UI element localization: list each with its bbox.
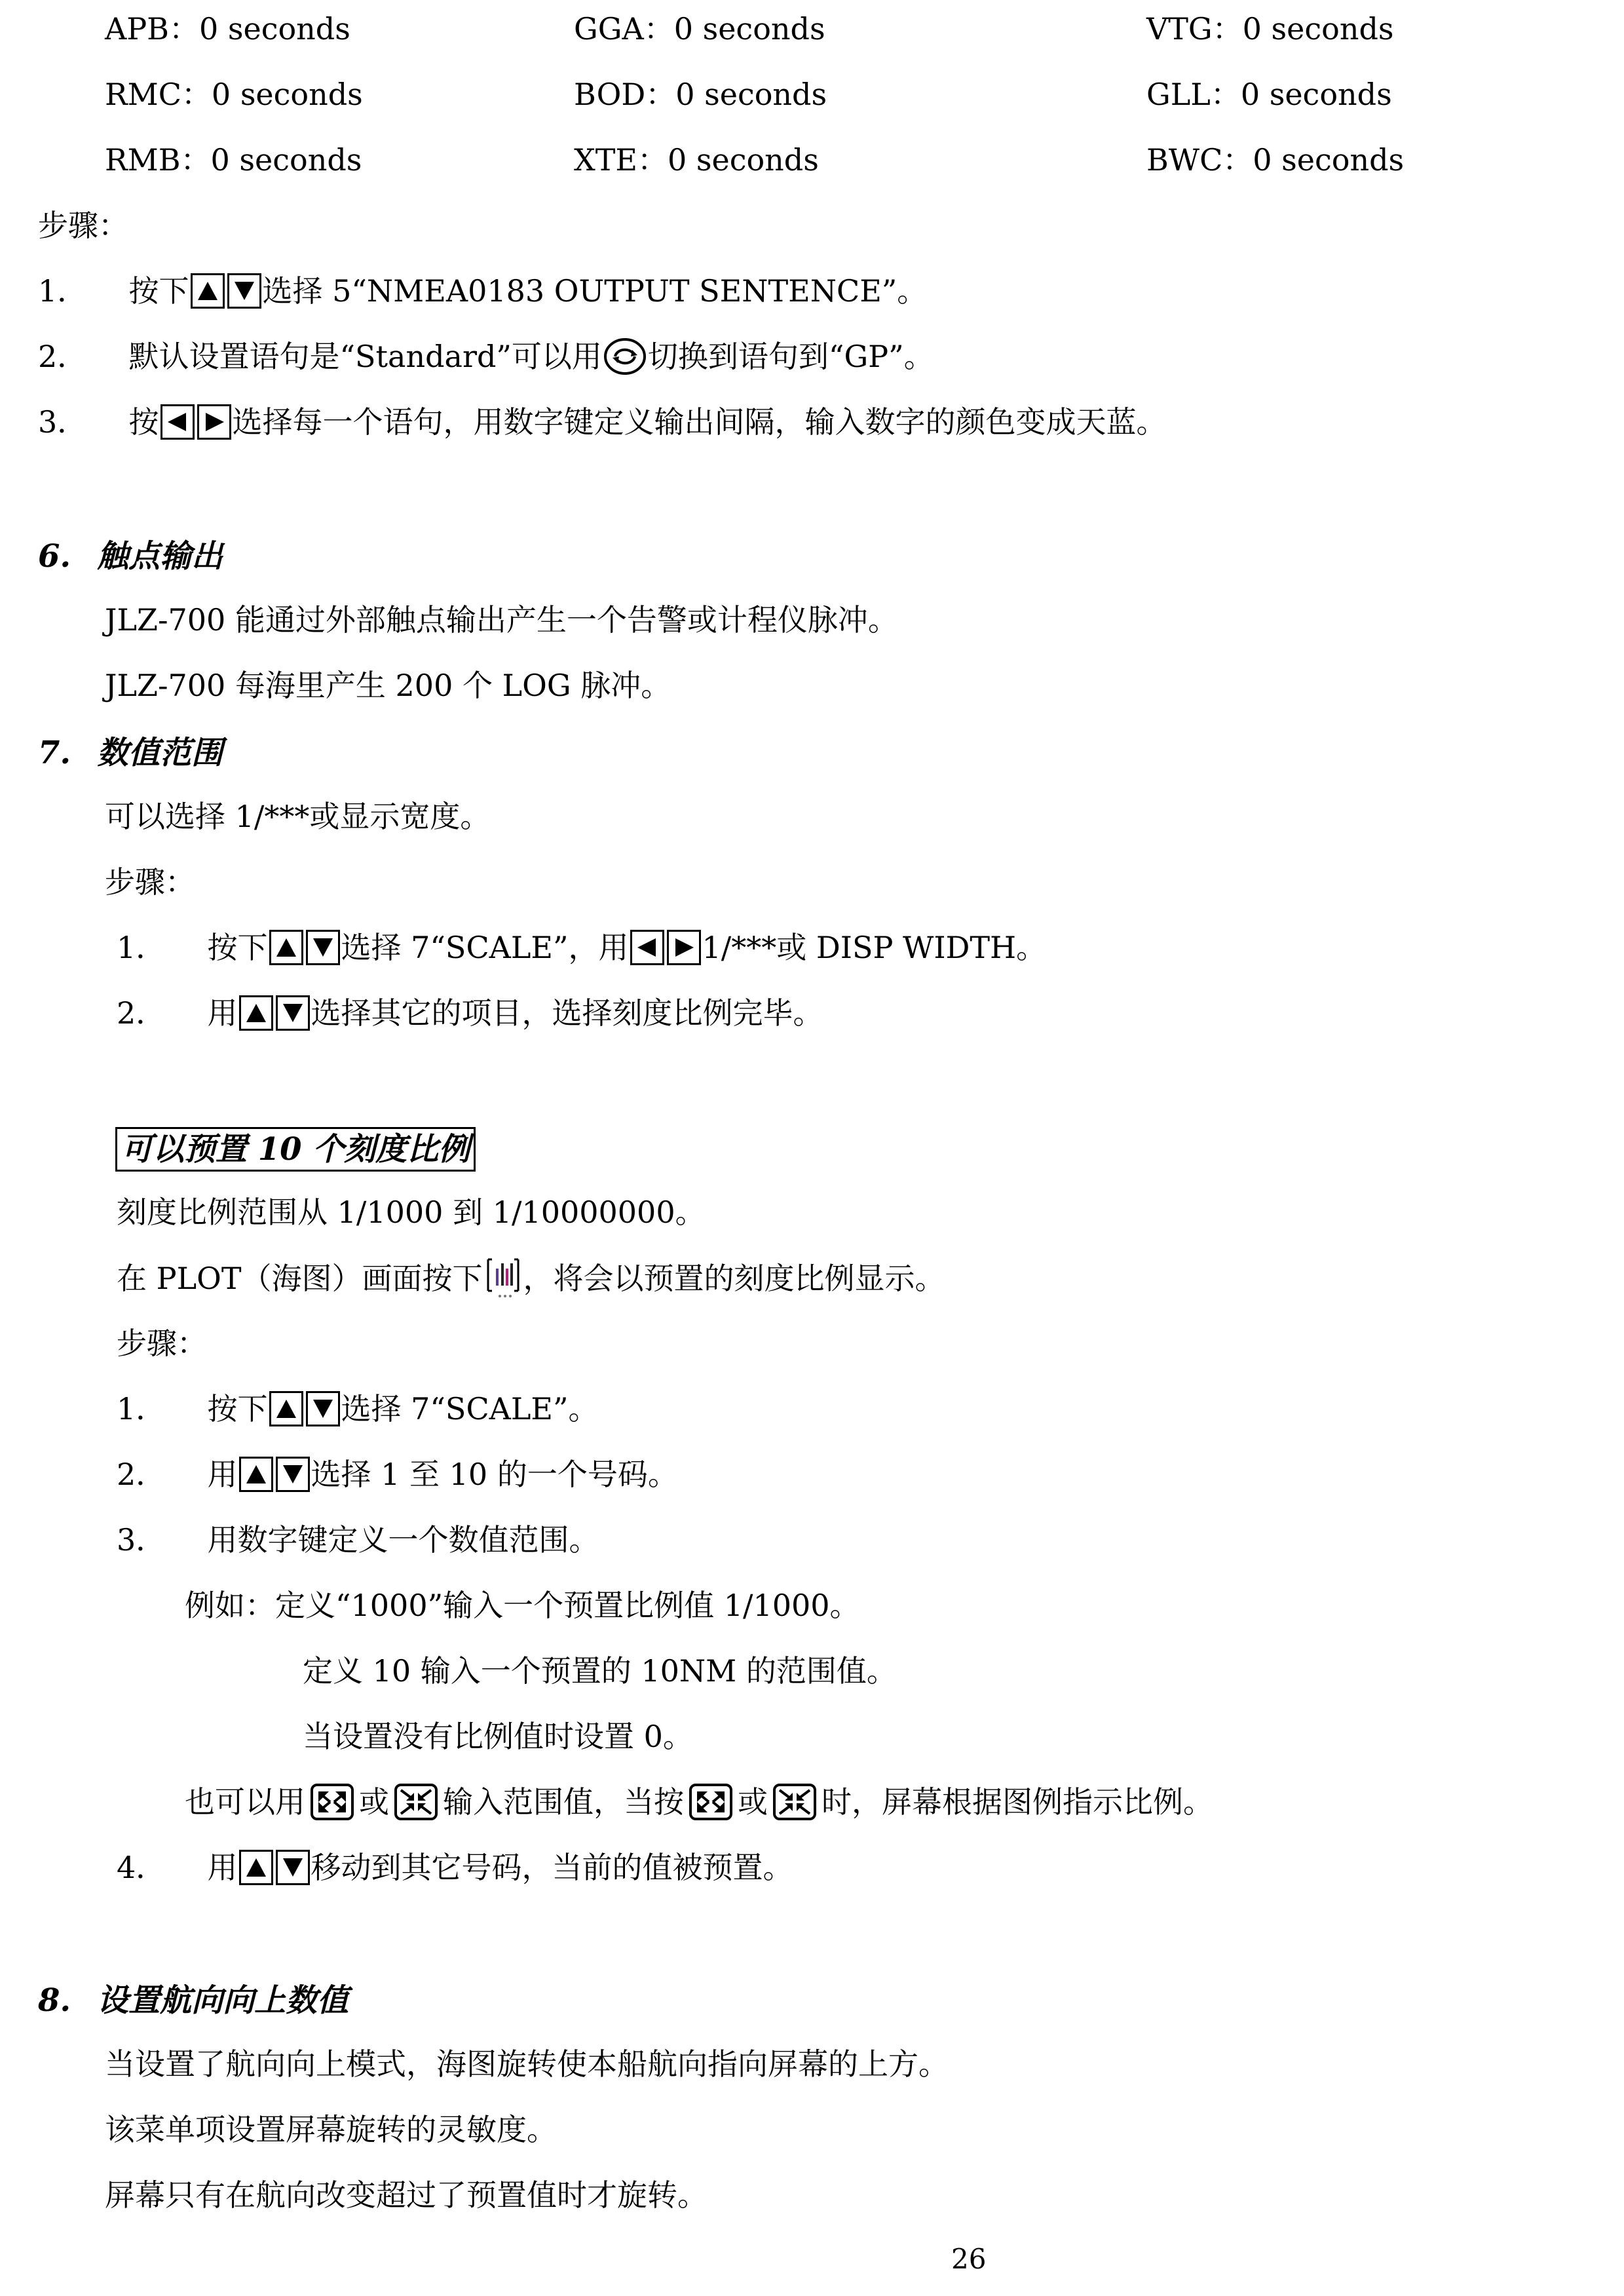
preset-para-2: 在 PLOT（海图）画面按下 ，将会以预置的刻度比例显示。: [117, 1258, 945, 1304]
sentence-bod: BOD：0 seconds: [574, 77, 827, 112]
up-key-icon: [239, 995, 273, 1031]
rotate-key-icon: [603, 337, 647, 376]
preset-para-1: 刻度比例范围从 1/1000 到 1/10000000。: [117, 1195, 706, 1230]
sentence-rmb: RMB：0 seconds: [105, 142, 362, 178]
preset-step-2: 2． 用 选择 1 至 10 的一个号码。: [117, 1457, 678, 1492]
sentence-rmc: RMC：0 seconds: [105, 77, 363, 112]
left-key-icon: [630, 930, 664, 965]
section-6-para-2: JLZ-700 每海里产生 200 个 LOG 脉冲。: [105, 668, 671, 703]
section-8-para-1: 当设置了航向向上模式，海图旋转使本船航向指向屏幕的上方。: [105, 2046, 949, 2082]
down-key-icon: [306, 930, 340, 965]
section-8-heading: 8. 设置航向向上数值: [38, 1982, 349, 2019]
sentence-gga: GGA：0 seconds: [574, 11, 825, 47]
section-7-heading: 7. 数值范围: [38, 735, 223, 771]
zoom-in-key-icon: [688, 1782, 734, 1822]
step-number: 2．: [38, 339, 88, 374]
preset-step-3: 3． 用数字键定义一个数值范围。: [117, 1522, 599, 1558]
up-key-icon: [269, 930, 303, 965]
preset-key-icon: [485, 1254, 521, 1300]
down-key-icon: [276, 995, 310, 1031]
page-number: 26: [951, 2243, 987, 2275]
section-8-para-2: 该菜单项设置屏幕旋转的灵敏度。: [105, 2112, 557, 2147]
step-number: 1．: [38, 273, 88, 309]
up-key-icon: [239, 1457, 273, 1492]
nmea-step-2: 2． 默认设置语句是“Standard”可以用 切换到语句到“GP”。: [38, 337, 934, 379]
section-7-step-1: 1． 按下 选择 7“SCALE”，用 1/***或 DISP WIDTH。: [117, 930, 1047, 965]
nmea-step-1: 1． 按下 选择 5“NMEA0183 OUTPUT SENTENCE”。: [38, 273, 928, 309]
section-6-para-1: JLZ-700 能通过外部触点输出产生一个告警或计程仪脉冲。: [105, 602, 898, 638]
down-key-icon: [227, 273, 261, 309]
right-key-icon: [197, 404, 231, 440]
up-key-icon: [239, 1850, 273, 1885]
sentence-vtg: VTG：0 seconds: [1146, 11, 1394, 47]
down-key-icon: [306, 1391, 340, 1426]
preset-scale-heading: 可以预置 10 个刻度比例: [115, 1127, 476, 1172]
up-key-icon: [269, 1391, 303, 1426]
section-6-heading: 6. 触点输出: [38, 538, 223, 575]
sentence-gll: GLL：0 seconds: [1146, 77, 1392, 112]
section-7-step-2: 2． 用 选择其它的项目，选择刻度比例完毕。: [117, 995, 823, 1031]
preset-step-4: 4． 用 移动到其它号码，当前的值被预置。: [117, 1850, 793, 1885]
sentence-xte: XTE：0 seconds: [574, 142, 819, 178]
down-key-icon: [276, 1850, 310, 1885]
nmea-step-3: 3． 按 选择每一个语句，用数字键定义输出间隔，输入数字的颜色变成天蓝。: [38, 404, 1167, 440]
preset-example-3: 当设置没有比例值时设置 0。: [303, 1719, 693, 1754]
steps-title: 步骤：: [38, 208, 128, 243]
left-key-icon: [161, 404, 195, 440]
preset-steps-title: 步骤：: [117, 1326, 207, 1361]
section-8-para-3: 屏幕只有在航向改变超过了预置值时才旋转。: [105, 2177, 708, 2213]
section-7-steps-title: 步骤：: [105, 864, 195, 900]
up-key-icon: [191, 273, 225, 309]
preset-step-1: 1． 按下 选择 7“SCALE”。: [117, 1391, 599, 1426]
sentence-apb: APB：0 seconds: [105, 11, 350, 47]
preset-alt-method: 也可以用 或 输入范围值，当按 或 时，屏幕根据图例指示比例。: [185, 1782, 1213, 1824]
step-number: 3．: [38, 404, 88, 440]
preset-example-2: 定义 10 输入一个预置的 10NM 的范围值。: [303, 1653, 897, 1689]
preset-example-1: 例如：定义“1000”输入一个预置比例值 1/1000。: [185, 1588, 860, 1623]
zoom-in-key-icon: [309, 1782, 355, 1822]
right-key-icon: [667, 930, 701, 965]
sentence-bwc: BWC：0 seconds: [1146, 142, 1405, 178]
down-key-icon: [276, 1457, 310, 1492]
zoom-out-key-icon: [772, 1782, 818, 1822]
section-7-para-1: 可以选择 1/***或显示宽度。: [105, 799, 491, 834]
zoom-out-key-icon: [393, 1782, 439, 1822]
